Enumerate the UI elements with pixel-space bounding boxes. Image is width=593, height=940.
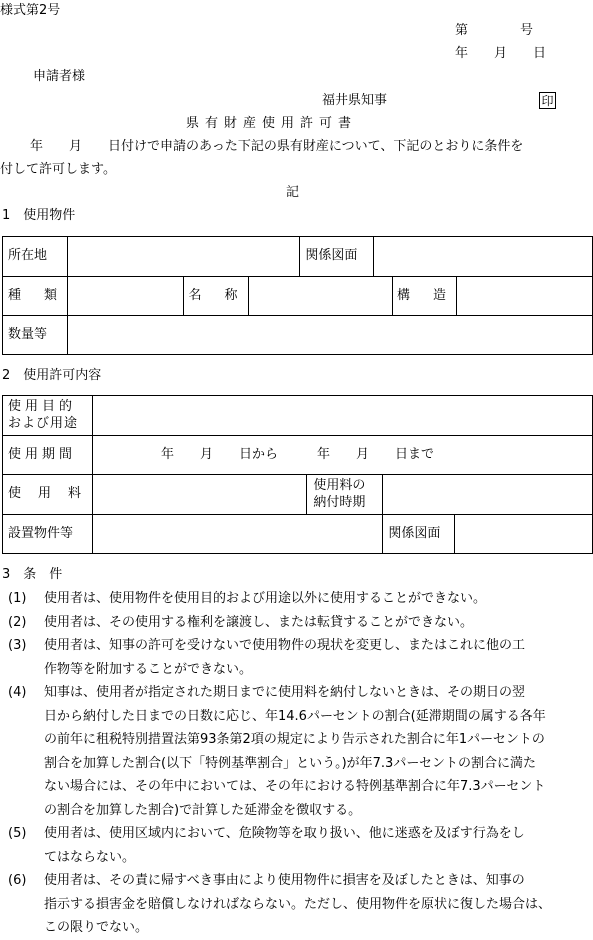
- condition-number: (4): [8, 685, 27, 700]
- seal-stamp: 印: [539, 92, 556, 109]
- name-label: 名 称: [183, 277, 248, 316]
- related-drawing-label: 関係図面: [300, 237, 373, 277]
- section1-heading: 1 使用物件: [2, 208, 76, 223]
- condition-line: の前年に租税特別措置法第93条第2項の規定により告示された割合に年1パーセントの: [44, 732, 545, 747]
- name-field[interactable]: [248, 277, 393, 316]
- condition-line: 指示する損害金を賠償しなければならない。ただし、使用物件を原状に復した場合は、: [44, 896, 552, 912]
- condition-line: てはならない。: [44, 849, 136, 865]
- purpose-label-line2: および用途: [8, 415, 79, 431]
- location-field[interactable]: [68, 237, 300, 277]
- condition-number: (6): [8, 873, 27, 888]
- facility-label: 設置物件等: [3, 515, 93, 554]
- form-number: 様式第2号: [0, 3, 61, 18]
- fee-due-field[interactable]: [383, 475, 593, 515]
- purpose-field[interactable]: [92, 396, 592, 436]
- quantity-row: [3, 316, 593, 355]
- condition-line: の割合を加算した割合)で計算した延滞金を徴収する。: [44, 802, 362, 818]
- issuer: 福井県知事: [322, 93, 388, 108]
- fee-due-label-line2: 納付時期: [313, 494, 366, 510]
- section3-heading: 3 条 件: [2, 567, 63, 582]
- document-number: 第 号: [455, 23, 534, 38]
- structure-field[interactable]: [457, 277, 593, 316]
- condition-line: 割合を加算した割合(以下「特例基準割合」という。)が年7.3パーセントの割合に満た: [44, 755, 537, 771]
- period-field[interactable]: 年 月 日から 年 月 日まで: [92, 436, 592, 475]
- type-field[interactable]: [68, 277, 183, 316]
- period-label: 使用期間: [3, 436, 93, 475]
- condition-number: (2): [8, 614, 27, 630]
- fee-field[interactable]: [92, 475, 306, 515]
- facility-field[interactable]: [92, 515, 382, 554]
- quantity-field[interactable]: [68, 316, 593, 355]
- fee-due-label: [307, 475, 383, 515]
- condition-item: [8, 611, 590, 635]
- purpose-label: [3, 396, 93, 436]
- type-label: 種 類: [3, 277, 68, 316]
- related-drawing-field[interactable]: [373, 237, 592, 277]
- location-row: [3, 237, 593, 277]
- conditions-list: [8, 587, 590, 940]
- ki-marker: 記: [286, 185, 300, 200]
- fee-due-label-line1: 使用料の: [313, 477, 366, 493]
- condition-line: 使用者は、使用区域内において、危険物等を取り扱い、他に迷惑を及ぼす行為をし: [44, 826, 525, 841]
- condition-line: 日から納付した日までの日数に応じ、年14.6パーセントの割合(延滞期間の属する各年: [44, 708, 546, 724]
- period-row: [3, 436, 593, 475]
- fee-row: [3, 475, 593, 515]
- condition-line: この限りでない。: [44, 920, 149, 935]
- purpose-label-line1: 使用目的: [8, 398, 77, 414]
- condition-item: [8, 822, 590, 869]
- intro-line-1: 年 月 日付けで申請のあった下記の県有財産について、下記のとおりに条件を: [30, 139, 524, 154]
- condition-line: 知事は、使用者が指定された期日までに使用料を納付しないときは、その期日の翌: [44, 685, 526, 700]
- condition-line: ない場合には、その年中においては、その年における特例基準割合に年7.3パーセント: [44, 779, 546, 794]
- condition-line: 使用者は、その使用する権利を譲渡し、または転貸することができない。: [44, 614, 474, 630]
- quantity-label: 数量等: [3, 316, 68, 355]
- condition-number: (5): [8, 826, 27, 841]
- condition-item: [8, 681, 590, 822]
- structure-label: 構 造: [393, 277, 457, 316]
- condition-item: [8, 587, 590, 611]
- condition-line: 使用者は、知事の許可を受けないで使用物件の現状を変更し、またはこれに他の工: [44, 638, 526, 653]
- section2-heading: 2 使用許可内容: [2, 368, 102, 383]
- condition-line: 使用者は、その責に帰すべき事由により使用物件に損害を及ぼしたときは、知事の: [44, 873, 525, 888]
- property-table: [2, 236, 593, 355]
- document-title: 県有財産使用許可書: [186, 116, 358, 131]
- fee-label: 使 用 料: [3, 475, 93, 515]
- condition-number: (3): [8, 638, 27, 653]
- facility-row: [3, 515, 593, 554]
- purpose-row: [3, 396, 593, 436]
- permit-content-table: [2, 395, 593, 554]
- facility-drawing-label: 関係図面: [383, 515, 455, 554]
- condition-item: [8, 869, 590, 940]
- condition-line: 使用者は、使用物件を使用目的および用途以外に使用することができない。: [44, 591, 487, 606]
- condition-line: 作物等を附加することができない。: [44, 661, 253, 677]
- issue-date: 年 月 日: [455, 46, 547, 61]
- facility-drawing-field[interactable]: [455, 515, 593, 554]
- location-label: 所在地: [3, 237, 68, 277]
- intro-paragraph: [0, 135, 593, 181]
- type-row: [3, 277, 593, 316]
- condition-number: (1): [8, 591, 27, 606]
- addressee: 申請者様: [33, 69, 86, 84]
- intro-line-2: 付して許可します。: [0, 162, 116, 177]
- condition-item: [8, 634, 590, 681]
